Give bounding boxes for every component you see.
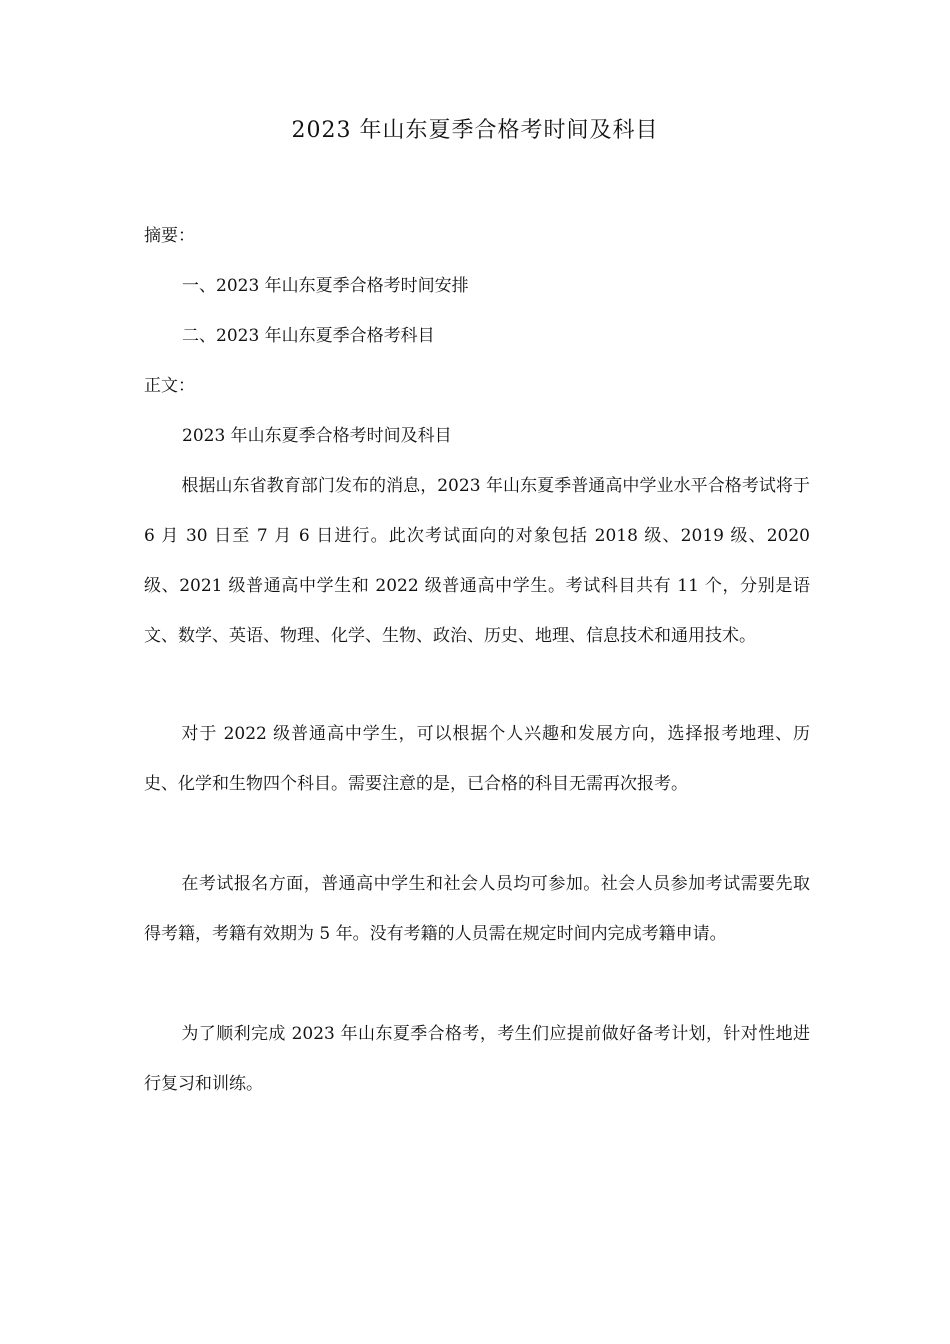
body-heading: 2023 年山东夏季合格考时间及科目 <box>182 426 452 446</box>
document-title: 2023 年山东夏季合格考时间及科目 <box>291 118 659 143</box>
paragraph-subject-choice: 对于 2022 级普通高中学生，可以根据个人兴趣和发展方向，选择报考地理、历史、化学和生物四个科目。需要注意的是，已合格的科目无需再次报考。 <box>144 724 810 794</box>
abstract-item-2: 二、2023 年山东夏季合格考科目 <box>182 326 435 346</box>
paragraph-preparation: 为了顺利完成 2023 年山东夏季合格考，考生们应提前做好备考计划，针对性地进行复习和训练。 <box>144 1024 810 1094</box>
paragraph-registration: 在考试报名方面，普通高中学生和社会人员均可参加。社会人员参加考试需要先取得考籍，考籍有效期为 5 年。没有考籍的人员需在规定时间内完成考籍申请。 <box>144 874 810 944</box>
abstract-label: 摘要： <box>144 226 195 246</box>
paragraph-exam-schedule: 根据山东省教育部门发布的消息，2023 年山东夏季普通高中学业水平合格考试将于 6 月 30 日至 7 月 6 日进行。此次考试面向的对象包括 2018 级、2019 级、2020 级、2021 级普通高中学生和 2022 级普通高中学生。考试科目共有 11 个，分别是语文、数学、英语、物理、化学、生物、政治、历史、地理、信息技术和通用技术。 <box>144 476 810 646</box>
abstract-item-1: 一、2023 年山东夏季合格考时间安排 <box>182 276 469 296</box>
body-label: 正文： <box>144 376 195 396</box>
